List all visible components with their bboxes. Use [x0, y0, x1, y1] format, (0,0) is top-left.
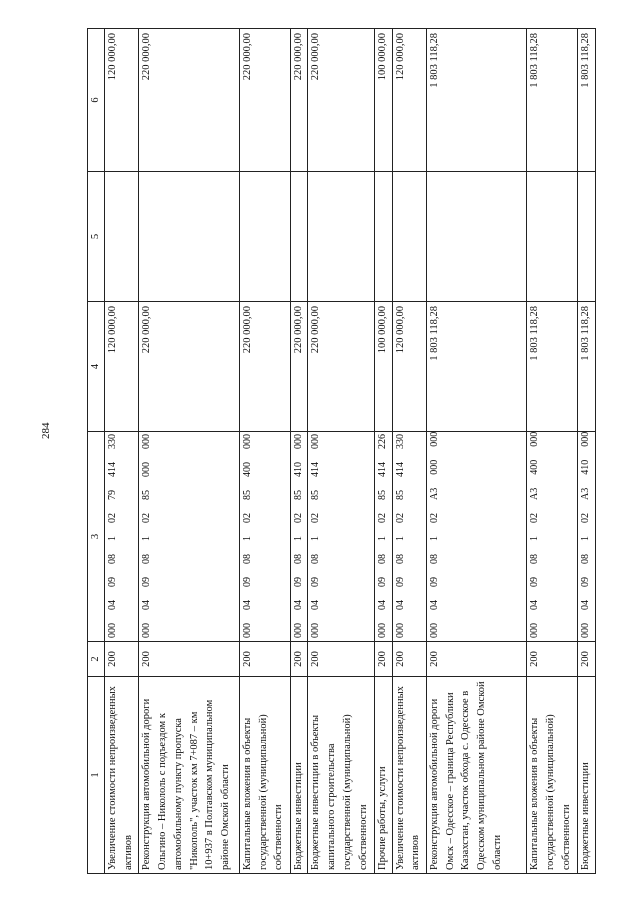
row-col-4: 1 803 118,28 [426, 302, 527, 432]
row-col-4: 220 000,00 [239, 302, 290, 432]
table-row [239, 29, 290, 874]
row-code: 200 [527, 642, 578, 677]
row-code: 200 [426, 642, 527, 677]
row-col-4: 220 000,00 [290, 302, 308, 432]
row-col-6: 220 000,00 [308, 29, 374, 172]
row-code: 200 [392, 642, 426, 677]
row-code: 200 [374, 642, 392, 677]
header-col-5: 5 [88, 172, 105, 302]
row-col-6: 1 803 118,28 [578, 29, 596, 172]
header-col-4: 4 [88, 302, 105, 432]
row-col-6: 1 803 118,28 [426, 29, 527, 172]
row-col-5 [392, 172, 426, 302]
table-row [290, 29, 308, 874]
table-row [374, 29, 392, 874]
row-col-5 [239, 172, 290, 302]
table-row [139, 29, 240, 874]
row-name: Капитальные вложения в объекты государственной (муниципальной) собственности [527, 677, 578, 874]
row-col-5 [308, 172, 374, 302]
row-budget-code: 000 04 09 08 1 02 А3 410 000 [578, 432, 596, 642]
row-col-6: 100 000,00 [374, 29, 392, 172]
table-row [392, 29, 426, 874]
row-code: 200 [290, 642, 308, 677]
row-name: Прочие работы, услуги [374, 677, 392, 874]
header-row [88, 29, 105, 874]
row-name: Реконструкция автомобильной дороги Омск – Одесское – граница Республики Казахстан, участок обхода с. Одесское в Одесском муниципальном районе Омской области [426, 677, 527, 874]
row-col-4: 1 803 118,28 [527, 302, 578, 432]
row-col-5 [527, 172, 578, 302]
row-col-5 [426, 172, 527, 302]
row-name: Реконструкция автомобильной дороги Ольгино – Никололь с подъездом к автомобильному пункту пропуска "Никополь", участок км 7+087 – км 10+937 в Полтавском муниципальном районе Омской области [139, 677, 240, 874]
row-col-4: 220 000,00 [308, 302, 374, 432]
row-col-6: 220 000,00 [290, 29, 308, 172]
row-budget-code: 000 04 09 08 1 02 85 410 000 [290, 432, 308, 642]
row-budget-code: 000 04 09 08 1 02 85 414 000 [308, 432, 374, 642]
row-col-4: 220 000,00 [139, 302, 240, 432]
table-row [105, 29, 139, 874]
row-col-4: 1 803 118,28 [578, 302, 596, 432]
row-col-4: 100 000,00 [374, 302, 392, 432]
row-code: 200 [105, 642, 139, 677]
table-row [308, 29, 374, 874]
row-budget-code: 000 04 09 08 1 02 85 414 330 [392, 432, 426, 642]
row-name: Бюджетные инвестиции [578, 677, 596, 874]
row-col-6: 1 803 118,28 [527, 29, 578, 172]
row-col-5 [374, 172, 392, 302]
budget-table [87, 28, 596, 874]
row-name: Увеличение стоимости непроизведенных активов [105, 677, 139, 874]
row-col-5 [290, 172, 308, 302]
row-col-6: 220 000,00 [139, 29, 240, 172]
header-col-1: 1 [88, 677, 105, 874]
row-col-5 [139, 172, 240, 302]
page-number: 284 [40, 422, 52, 439]
header-col-2: 2 [88, 642, 105, 677]
row-col-4: 120 000,00 [392, 302, 426, 432]
row-name: Бюджетные инвестиции в объекты капитального строительства государственной (муниципальной) собственности [308, 677, 374, 874]
row-col-5 [578, 172, 596, 302]
table-row [527, 29, 578, 874]
row-code: 200 [308, 642, 374, 677]
row-col-6: 120 000,00 [105, 29, 139, 172]
row-name: Капитальные вложения в объекты государственной (муниципальной) собственности [239, 677, 290, 874]
table-row [578, 29, 596, 874]
row-col-6: 220 000,00 [239, 29, 290, 172]
row-name: Увеличение стоимости непроизведенных активов [392, 677, 426, 874]
row-col-5 [105, 172, 139, 302]
row-budget-code: 000 04 09 08 1 02 85 000 000 [139, 432, 240, 642]
row-name: Бюджетные инвестиции [290, 677, 308, 874]
row-budget-code: 000 04 09 08 1 02 А3 000 000 [426, 432, 527, 642]
row-col-4: 120 000,00 [105, 302, 139, 432]
table-row [426, 29, 527, 874]
row-budget-code: 000 04 09 08 1 02 А3 400 000 [527, 432, 578, 642]
row-code: 200 [139, 642, 240, 677]
header-col-3: 3 [88, 432, 105, 642]
row-code: 200 [578, 642, 596, 677]
row-budget-code: 000 04 09 08 1 02 85 400 000 [239, 432, 290, 642]
row-col-6: 120 000,00 [392, 29, 426, 172]
row-budget-code: 000 04 09 08 1 02 79 414 330 [105, 432, 139, 642]
rotated-page-content [87, 29, 596, 874]
header-col-6: 6 [88, 29, 105, 172]
row-budget-code: 000 04 09 08 1 02 85 414 226 [374, 432, 392, 642]
row-code: 200 [239, 642, 290, 677]
